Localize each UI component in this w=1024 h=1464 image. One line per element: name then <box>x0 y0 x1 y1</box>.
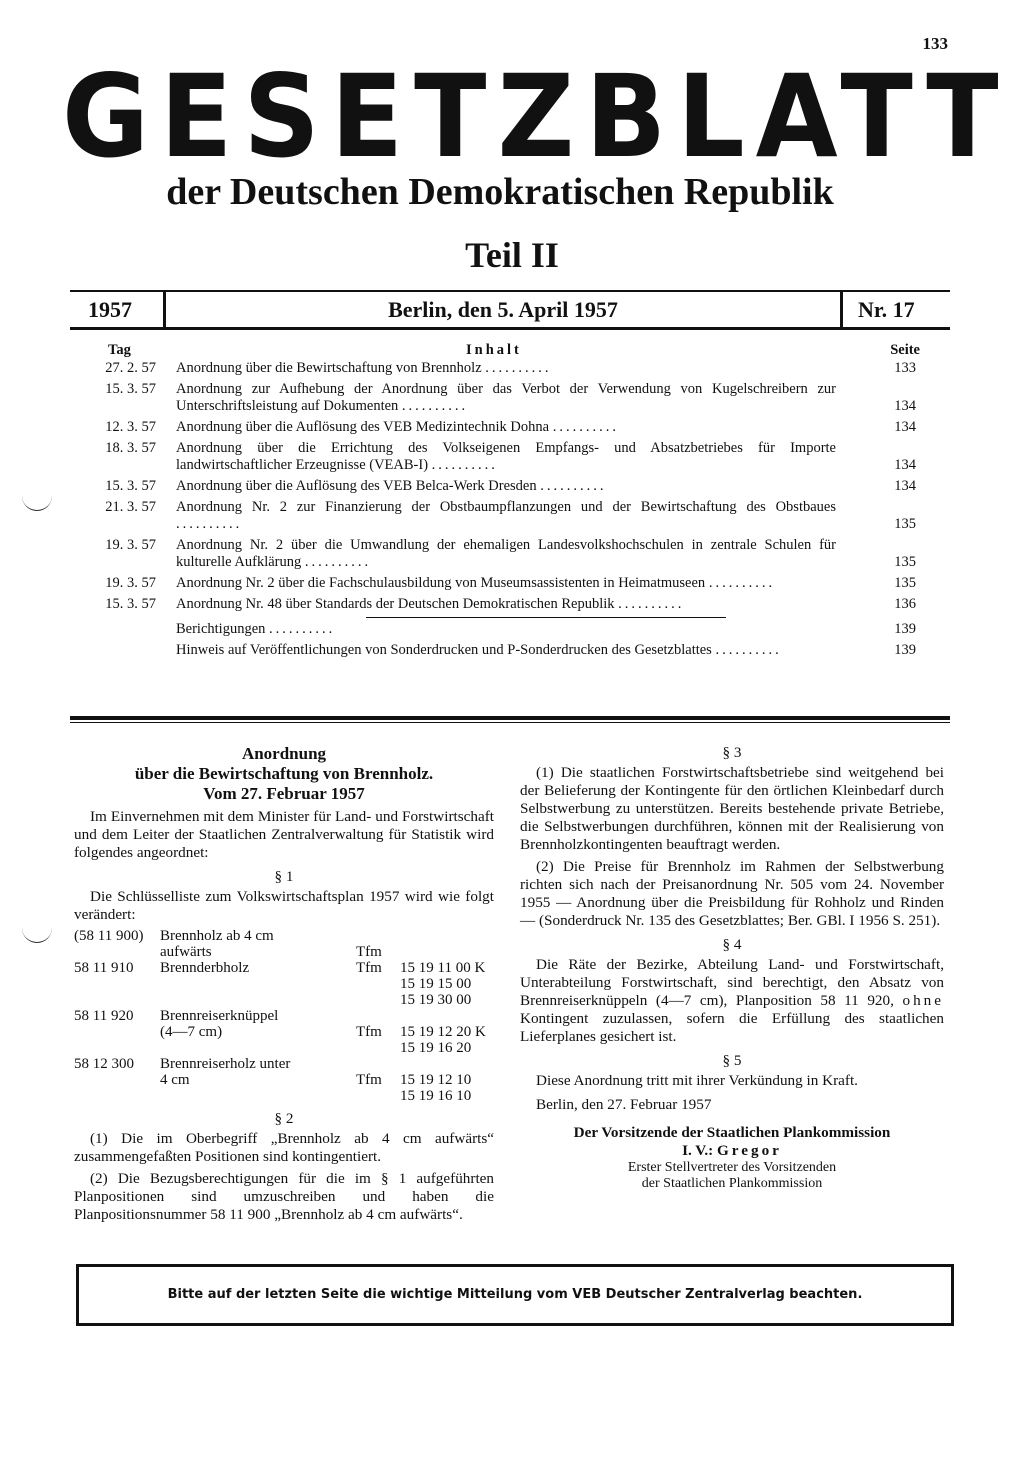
section-text: Kontingent zuzulassen, sofern die Erfüllung des staatlichen Lieferplanes gesichert ist. <box>520 1010 944 1045</box>
toc-item <box>76 360 946 377</box>
plan-position-code <box>74 976 160 992</box>
toc-item-page: 134 <box>894 419 916 435</box>
plan-position-code <box>74 992 160 1008</box>
toc-leader-dots: .......... <box>618 596 685 612</box>
toc-item-title <box>176 642 836 659</box>
signature-organization: Der Vorsitzende der Staatlichen Plankommission <box>573 1124 891 1141</box>
product-name <box>160 976 356 992</box>
classification-number: 15 19 15 00 <box>400 976 472 992</box>
unit <box>356 1008 400 1024</box>
toc-item-title <box>176 419 836 436</box>
toc-item-title-text: Anordnung Nr. 2 zur Finanzierung der Obstbaumpflanzungen und der Bewirtschaftung des Obstbaues <box>176 499 836 515</box>
toc-item <box>76 575 946 592</box>
toc-item-title <box>176 440 836 474</box>
section-paragraph: (2) Die Preise für Brennholz im Rahmen der Selbstwerbung richten sich nach der Preisanordnung Nr. 505 vom 24. November 1955 — Anordnung über die Preisbildung für Rohholz und Rinden — (Sonderdruck Nr. 135 des Gesetzblattes; Ber. GBl. I 1956 S. 251). <box>520 858 944 929</box>
product-name: 4 cm <box>160 1072 190 1088</box>
product-name: Brennreiserholz unter <box>160 1056 291 1072</box>
toc-item <box>76 642 946 659</box>
classification-number: 15 19 30 00 <box>400 992 472 1008</box>
section-paragraph: (1) Die staatlichen Forstwirtschaftsbetriebe sind weitgehend bei der Belieferung der Kontingente für den örtlichen Kleinbedarf durch Selbstwerbung zu unterstützen. Bereits bestehende private Betriebe, die Selbstwerbungen durchführen, können mit der Realisierung von Brennholzkontingenten beauftragt werden. <box>520 764 944 853</box>
toc-item-page: 139 <box>894 642 916 658</box>
product-name: Brennderbholz <box>160 960 250 976</box>
classification-number <box>400 944 494 960</box>
article-intro: Im Einvernehmen mit dem Minister für Land- und Forstwirtschaft und dem Leiter der Staatlichen Zentralverwaltung für Statistik wird folgendes angeordnet: <box>74 808 494 861</box>
toc-item-page: 139 <box>894 621 916 637</box>
toc-title: Inhalt <box>466 342 522 358</box>
issue-number: Nr. 17 <box>858 297 915 322</box>
toc-leader-dots: .......... <box>269 621 336 637</box>
page-number: 133 <box>922 34 948 53</box>
toc-item-title <box>176 381 836 415</box>
issue-year: 1957 <box>88 297 132 322</box>
toc-item <box>76 596 946 613</box>
toc-leader-dots: .......... <box>540 478 607 494</box>
margin-mark <box>22 496 52 511</box>
classification-number: 15 19 12 20 K <box>400 1024 486 1040</box>
section-text: Die Schlüsselliste zum Volkswirtschaftsplan 1957 wird wie folgt verändert: <box>74 888 494 923</box>
toc-item-page: 136 <box>894 596 916 612</box>
product-name: Brennholz ab 4 cm <box>160 928 274 944</box>
plan-position-code: (58 11 900) <box>74 928 144 944</box>
plan-position-code <box>74 1088 160 1104</box>
article-heading: Anordnung <box>241 744 327 763</box>
product-name <box>160 1040 356 1056</box>
toc-item-title-text: Anordnung über die Auflösung des VEB Belca-Werk Dresden <box>176 478 537 494</box>
toc-item <box>76 621 946 638</box>
classification-number <box>400 928 494 944</box>
toc-item-title <box>176 360 836 377</box>
unit <box>356 976 400 992</box>
unit <box>356 1040 400 1056</box>
toc-leader-dots: .......... <box>485 360 552 376</box>
toc-item-page: 135 <box>894 516 916 532</box>
toc-item-title <box>176 478 836 495</box>
toc-item-page: 133 <box>894 360 916 376</box>
key-list-row <box>74 992 494 1008</box>
unit: Tfm <box>356 960 382 976</box>
toc-item-page: 134 <box>894 478 916 494</box>
toc-item-title <box>176 499 836 533</box>
toc-item <box>76 440 946 474</box>
part-label: Teil II <box>465 235 559 275</box>
classification-number: 15 19 16 20 <box>400 1040 472 1056</box>
section-label: § 5 <box>722 1052 742 1069</box>
section-paragraph: (2) Die Bezugsberechtigungen für die im § 1 aufgeführten Planpositionen sind umzuschreiben und haben die Planpositionsnummer 58 11 900 „Brennholz ab 4 cm aufwärts“. <box>74 1170 494 1223</box>
section-paragraph <box>520 956 944 1046</box>
article-date: Vom 27. Februar 1957 <box>203 784 365 803</box>
unit <box>356 1056 400 1072</box>
classification-number: 15 19 12 10 <box>400 1072 472 1088</box>
section-paragraph: Diese Anordnung tritt mit ihrer Verkündung in Kraft. <box>536 1072 858 1089</box>
toc-item-title-text: Anordnung über die Bewirtschaftung von Brennholz <box>176 360 482 376</box>
toc-item-page: 134 <box>894 457 916 473</box>
table-of-contents <box>76 342 946 663</box>
toc-item-title <box>176 575 836 592</box>
unit <box>356 1088 400 1104</box>
toc-header <box>76 342 946 360</box>
toc-item-title-text: Anordnung zur Aufhebung der Anordnung über das Verbot der Verwendung von Kugelschreibern zur Unterschriftsleistung auf Dokumenten <box>176 381 836 414</box>
toc-item-date: 27. 2. 57 <box>105 360 156 376</box>
signature-line <box>520 1142 944 1160</box>
toc-item <box>76 419 946 436</box>
section-label: § 1 <box>274 868 294 885</box>
toc-item-date: 21. 3. 57 <box>105 499 156 515</box>
header-divider <box>840 290 843 330</box>
toc-col-page: Seite <box>890 342 920 358</box>
article-right-column <box>520 744 944 1192</box>
toc-item-date: 19. 3. 57 <box>105 575 156 591</box>
toc-item-page: 135 <box>894 554 916 570</box>
section-label: § 2 <box>274 1110 294 1127</box>
section-label: § 3 <box>722 744 742 761</box>
classification-number: 15 19 16 10 <box>400 1088 472 1104</box>
toc-item-title-text: Anordnung Nr. 2 über die Umwandlung der ehemaligen Landesvolkshochschulen in zentrale Schulen für kulturelle Aufklärung <box>176 537 836 570</box>
signature-place-date: Berlin, den 27. Februar 1957 <box>536 1096 712 1113</box>
product-name <box>160 992 356 1008</box>
signature-prefix: I. V.: <box>682 1142 714 1159</box>
key-list-row <box>74 1072 494 1088</box>
divider-rule <box>70 722 950 723</box>
key-list-row <box>74 928 494 944</box>
masthead-title: GESETZBLATT <box>62 50 1010 184</box>
key-list-row <box>74 1088 494 1104</box>
toc-item-title <box>176 621 836 638</box>
toc-item-date: 15. 3. 57 <box>105 381 156 397</box>
signatory-role: der Staatlichen Plankommission <box>641 1176 823 1191</box>
key-list-row <box>74 944 494 960</box>
unit <box>356 928 400 944</box>
toc-leader-dots: .......... <box>401 398 469 414</box>
toc-item-page: 135 <box>894 575 916 591</box>
unit: Tfm <box>356 1072 382 1088</box>
product-name: Brennreiserknüppel <box>160 1008 279 1024</box>
classification-number <box>400 1008 494 1024</box>
plan-position-code <box>74 1040 160 1056</box>
product-name: (4—7 cm) <box>160 1024 223 1040</box>
product-name: aufwärts <box>160 944 212 960</box>
signatory-name: Gregor <box>716 1142 782 1159</box>
toc-separator <box>366 617 726 618</box>
key-list-row <box>74 1008 494 1024</box>
section-text: Die Räte der Bezirke, Abteilung Land- und Forstwirtschaft, Unterabteilung Forstwirtschaft, sind berechtigt, den Absatz von Brennreiserknüppeln (4—7 cm), Planposition 58 11 920, <box>520 956 944 1009</box>
toc-item-date: 15. 3. 57 <box>105 596 156 612</box>
toc-leader-dots: .......... <box>176 516 243 532</box>
toc-item-title-text: Anordnung über die Errichtung des Volkseigenen Empfangs- und Absatzbetriebes für Importe landwirtschaftlicher Erzeugnisse (VEAB-I) <box>176 440 836 473</box>
toc-item-date: 15. 3. 57 <box>105 478 156 494</box>
toc-item-title-text: Hinweis auf Veröffentlichungen von Sonderdrucken und P-Sonderdrucken des Gesetzblattes <box>176 642 712 658</box>
masthead-subtitle: der Deutschen Demokratischen Republik <box>166 171 834 213</box>
issue-header <box>70 290 950 330</box>
key-list-row <box>74 1056 494 1072</box>
toc-item-date: 12. 3. 57 <box>105 419 156 435</box>
toc-item-title-text: Berichtigungen <box>176 621 266 637</box>
toc-item <box>76 537 946 571</box>
unit: Tfm <box>356 1024 382 1040</box>
toc-leader-dots: .......... <box>552 419 619 435</box>
section-label: § 4 <box>722 936 742 953</box>
product-name <box>160 1088 356 1104</box>
divider-rule <box>70 716 950 720</box>
plan-position-code <box>74 944 160 960</box>
classification-number <box>400 1056 494 1072</box>
toc-leader-dots: .......... <box>715 642 782 658</box>
toc-item <box>76 478 946 495</box>
key-list-table <box>74 928 494 1104</box>
article-subheading: über die Bewirtschaftung von Brennholz. <box>134 764 434 783</box>
toc-leader-dots: .......... <box>304 554 372 570</box>
toc-item-title <box>176 596 836 613</box>
unit <box>356 992 400 1008</box>
key-list-row <box>74 976 494 992</box>
toc-item-page: 134 <box>894 398 916 414</box>
article-left-column <box>74 744 494 1228</box>
plan-position-code: 58 11 920 <box>74 1008 134 1024</box>
toc-leader-dots: .......... <box>708 575 776 591</box>
toc-item-title-text: Anordnung Nr. 48 über Standards der Deutschen Demokratischen Republik <box>176 596 615 612</box>
margin-mark <box>22 928 52 943</box>
plan-position-code: 58 12 300 <box>74 1056 134 1072</box>
key-list-row <box>74 960 494 976</box>
toc-col-day: Tag <box>108 342 131 358</box>
toc-item-title-text: Anordnung über die Auflösung des VEB Medizintechnik Dohna <box>176 419 550 435</box>
classification-number: 15 19 11 00 K <box>400 960 486 976</box>
toc-item-title <box>176 537 836 571</box>
plan-position-code <box>74 1072 160 1088</box>
toc-item-date: 18. 3. 57 <box>105 440 156 456</box>
key-list-row <box>74 1040 494 1056</box>
issue-place-date: Berlin, den 5. April 1957 <box>388 297 618 322</box>
notice-box: Bitte auf der letzten Seite die wichtige Mitteilung vom VEB Deutscher Zentralverlag beachten. <box>76 1264 954 1326</box>
signatory-role: Erster Stellvertreter des Vorsitzenden <box>627 1160 837 1175</box>
toc-item <box>76 381 946 415</box>
unit: Tfm <box>356 944 382 960</box>
toc-leader-dots: .......... <box>431 457 498 473</box>
plan-position-code <box>74 1024 160 1040</box>
toc-item <box>76 499 946 533</box>
toc-item-date: 19. 3. 57 <box>105 537 156 553</box>
plan-position-code: 58 11 910 <box>74 960 134 976</box>
section-paragraph: (1) Die im Oberbegriff „Brennholz ab 4 cm aufwärts“ zusammengefaßten Positionen sind kontingentiert. <box>74 1130 494 1165</box>
emphasized-word: ohne <box>902 992 944 1009</box>
key-list-row <box>74 1024 494 1040</box>
toc-item-title-text: Anordnung Nr. 2 über die Fachschulausbildung von Museumsassistenten in Heimatmuseen <box>176 575 706 591</box>
